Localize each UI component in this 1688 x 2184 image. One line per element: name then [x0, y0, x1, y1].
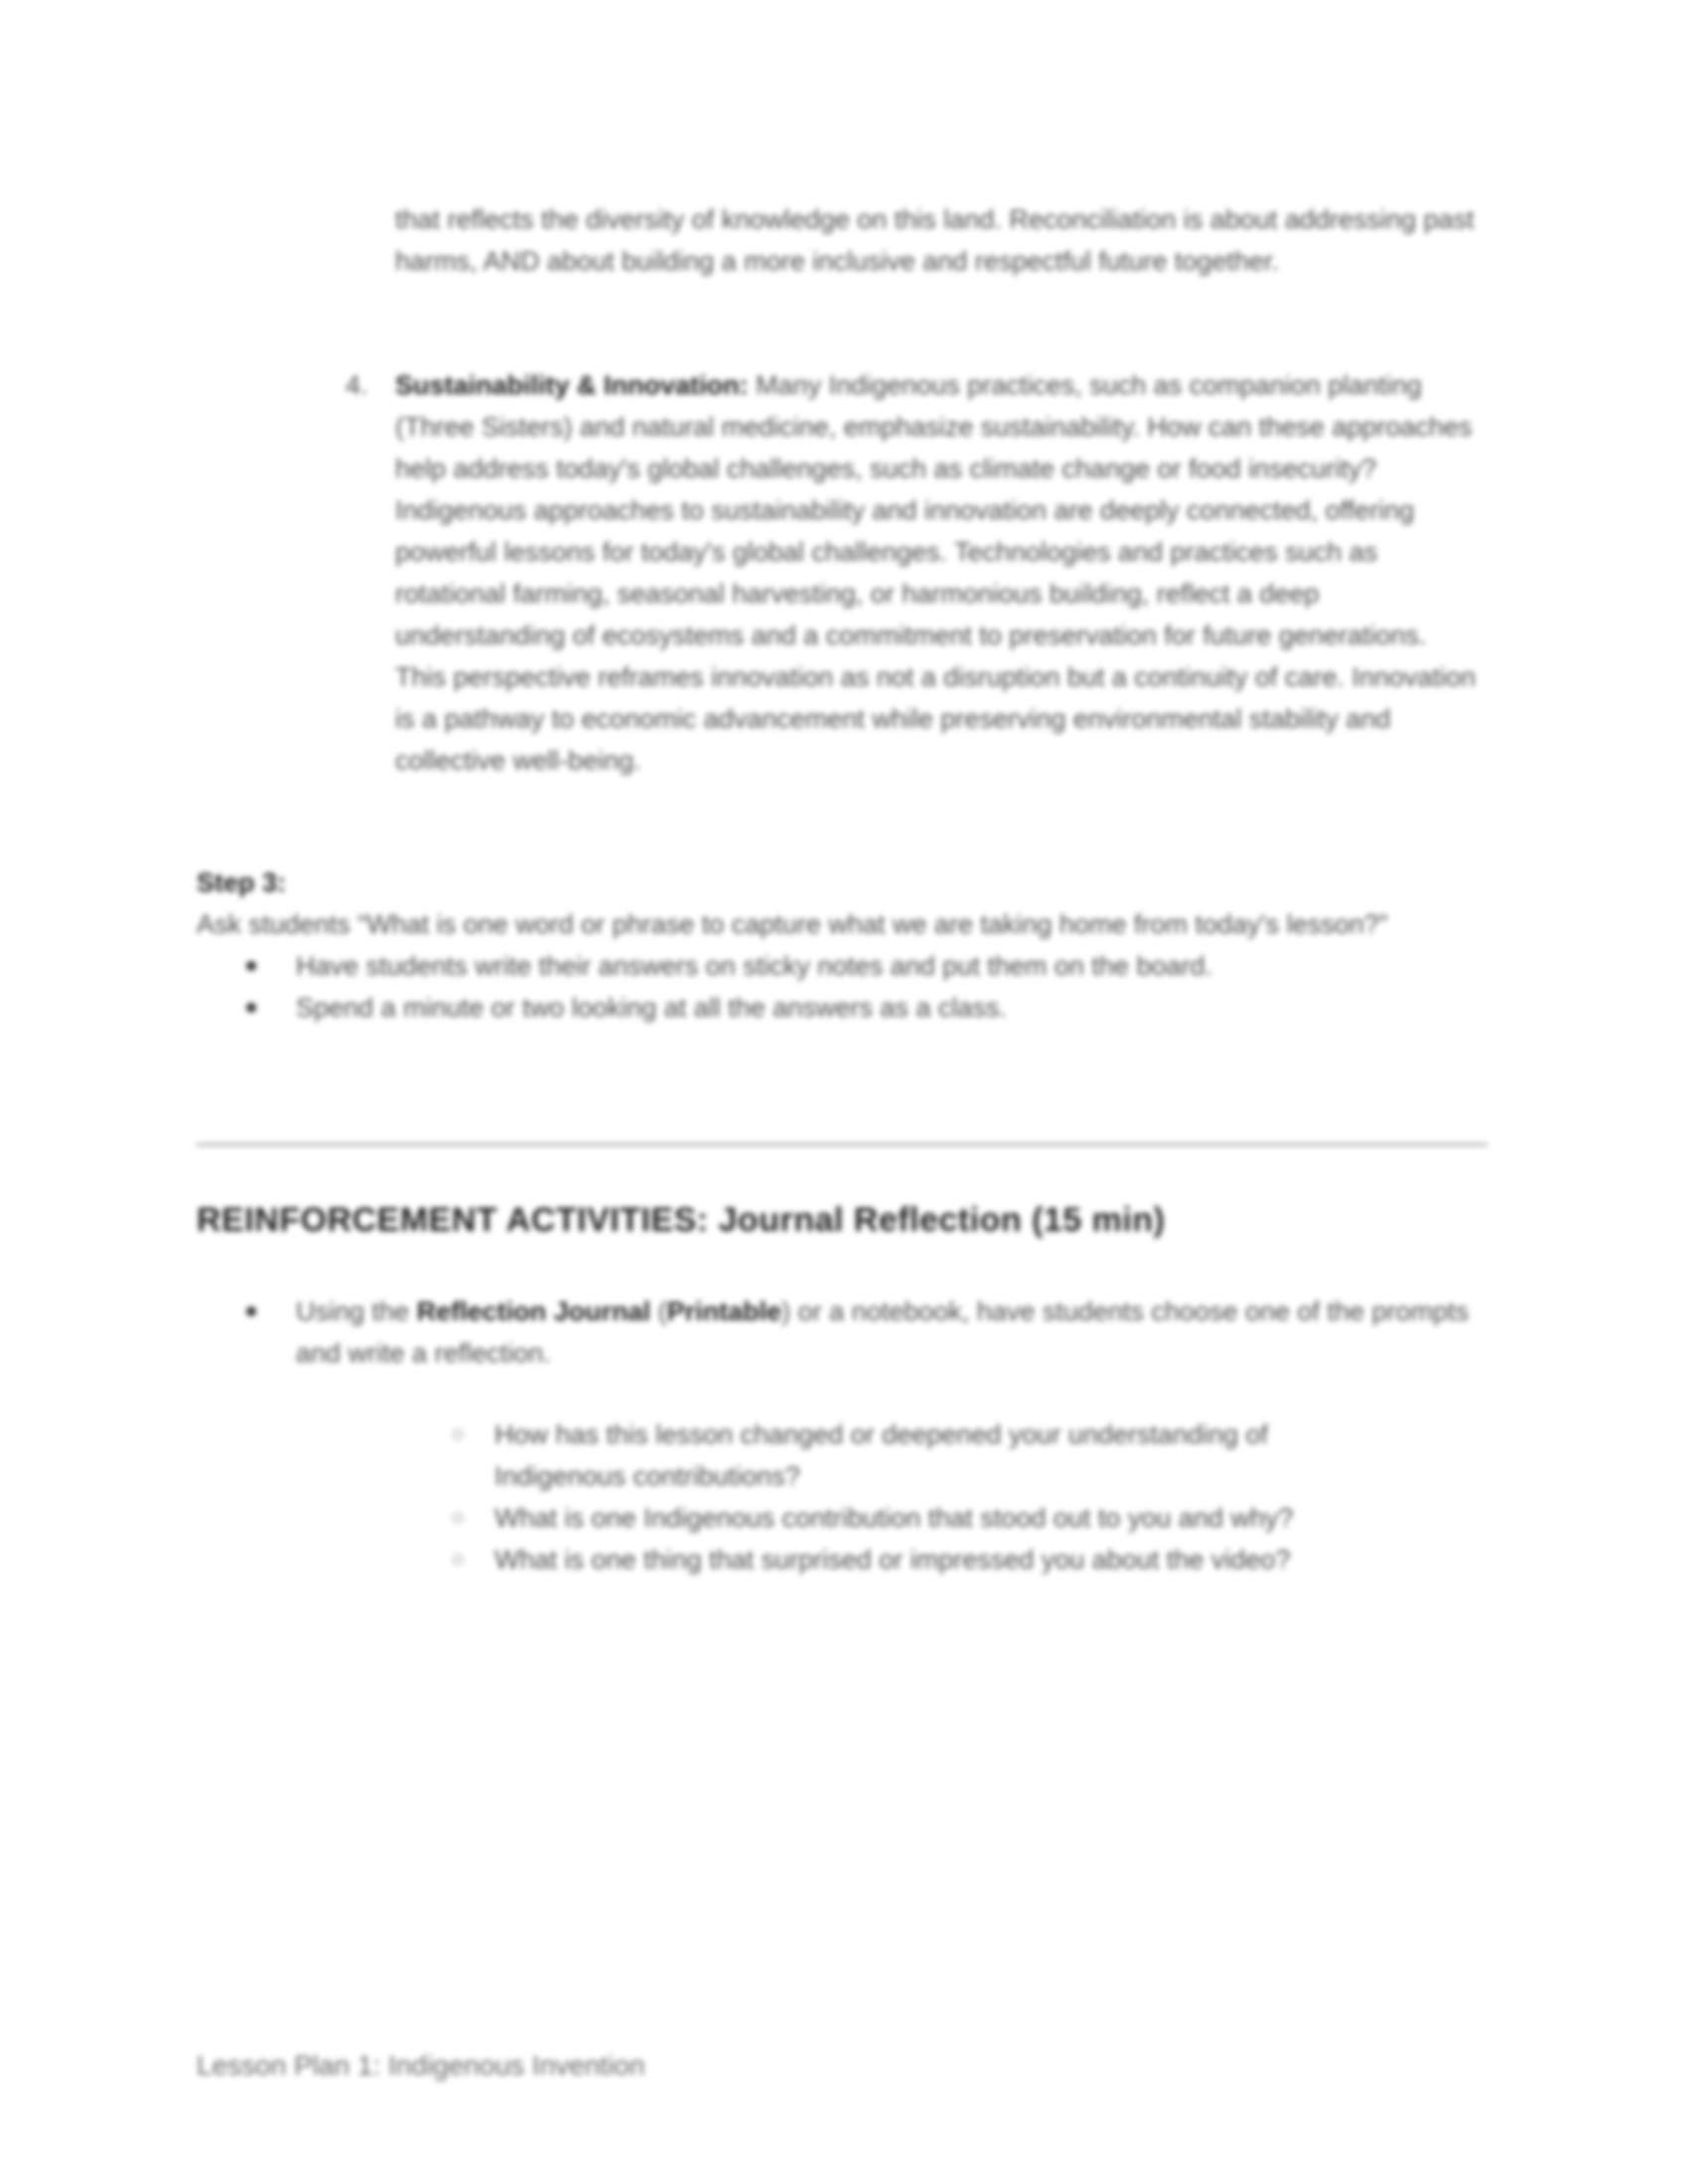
- reinforcement-list: [197, 1291, 1487, 1580]
- prompt-text: What is one thing that surprised or impressed you about the video?: [494, 1545, 1291, 1574]
- intro-after: ) or a notebook, have students choose one of the prompts and write a reflection.: [296, 1297, 1470, 1368]
- list-item: [296, 1414, 1388, 1497]
- bullet-icon: [246, 1003, 256, 1013]
- intro-before: Using the: [296, 1297, 417, 1326]
- paren-open: (: [650, 1297, 667, 1326]
- step-3-title: Step 3:: [197, 868, 287, 897]
- item-title: Sustainability & Innovation:: [395, 370, 749, 400]
- hollow-bullet-icon: [453, 1430, 463, 1439]
- list-item: [197, 987, 1487, 1028]
- step-3-section: [197, 862, 1487, 1028]
- item-text: Many Indigenous practices, such as companion planting (Three Sisters) and natural medicine, emphasize sustainability. How can these approaches help address today's global challenges, such as climate change or food insecurity? Indigenous approaches to sustainability and innovation are deeply connected, offering powerful lessons for today's global challenges. Technologies and practices such as rotational farming, seasonal harvesting, or harmonious building, reflect a deep understanding of ecosystems and a commitment to preservation for future generations. This perspective reframes innovation as not a disruption but a continuity of care. Innovation is a pathway to economic advancement while preserving environmental stability and collective well-being.: [395, 370, 1477, 775]
- reflection-journal-link[interactable]: Reflection Journal: [416, 1297, 651, 1326]
- continued-paragraph: that reflects the diversity of knowledge on this land. Reconciliation is about addressing past harms, AND about building a more inclusive and respectful future together.: [395, 205, 1475, 276]
- step-3-bullets: [197, 945, 1487, 1028]
- bullet-text: Spend a minute or two looking at all the answers as a class.: [296, 993, 1007, 1023]
- bullet-text: Have students write their answers on sticky notes and put them on the board.: [296, 951, 1212, 981]
- bullet-icon: [246, 961, 256, 971]
- step-3-prompt: Ask students “What is one word or phrase to capture what we are taking home from today's lesson?”: [197, 909, 1388, 939]
- list-item: [296, 1497, 1388, 1539]
- prompt-text: What is one Indigenous contribution that stood out to you and why?: [494, 1503, 1294, 1533]
- list-item: [296, 1539, 1388, 1580]
- hollow-bullet-icon: [453, 1555, 463, 1565]
- section-divider: [197, 1144, 1487, 1146]
- page-footer: Lesson Plan 1: Indigenous Invention: [197, 2050, 645, 2081]
- list-item: [197, 945, 1487, 987]
- bullet-icon: [246, 1306, 256, 1316]
- prompt-text: How has this lesson changed or deepened your understanding of Indigenous contributions?: [494, 1420, 1269, 1491]
- hollow-bullet-icon: [453, 1513, 463, 1523]
- item-body: [395, 364, 1477, 781]
- reinforcement-heading: REINFORCEMENT ACTIVITIES: Journal Reflection (15 min): [197, 1201, 1166, 1239]
- list-item: [197, 1291, 1487, 1580]
- reflection-prompts: [296, 1414, 1487, 1580]
- printable-link[interactable]: Printable: [666, 1297, 782, 1326]
- item-number: 4.: [346, 370, 368, 400]
